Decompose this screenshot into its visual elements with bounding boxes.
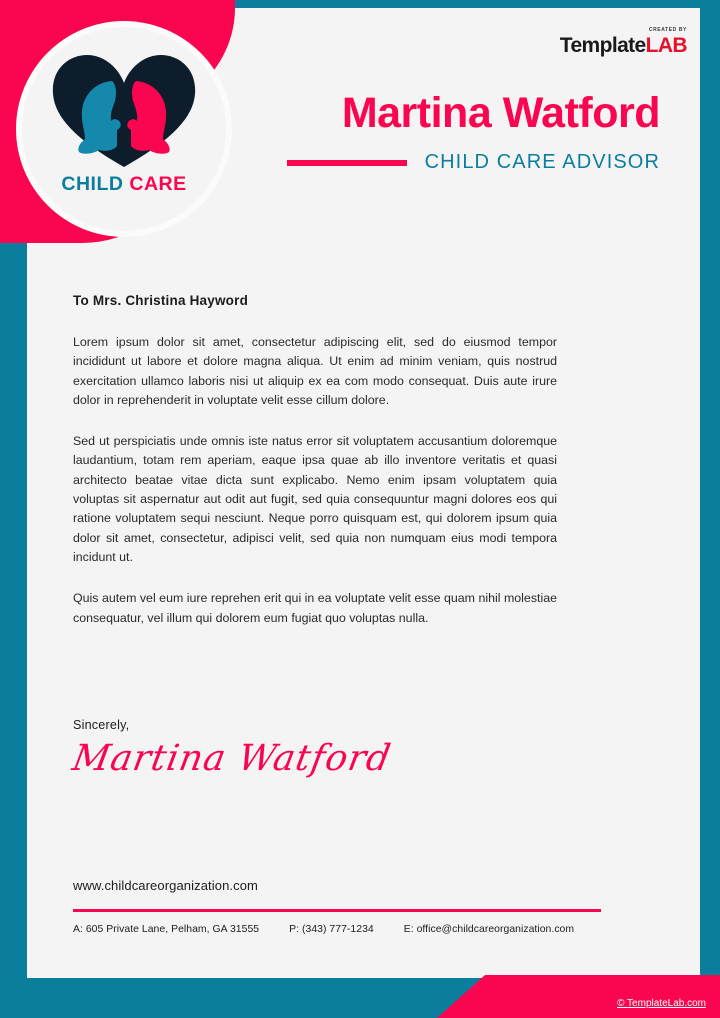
role-row [300,151,660,174]
footer-divider-rule [73,909,601,912]
templatelab-brand-stamp [560,28,687,56]
letter-paragraph: Lorem ipsum dolor sit amet, consectetur adipiscing elit, sed do eiusmod tempor incididunt ut labore et dolore magna aliqua. Ut enim ad minim veniam, quis nostrud exercitation ullamco laboris nisi ut aliquip ex ea com modo consequat. Duis aute irure dolor in reprehenderit in voluptate velit esse cillum dolore. [73,335,557,407]
templatelab-word-template: Template [559,34,646,57]
signature-block [69,718,395,779]
heart-two-faces-icon [49,51,199,169]
handwritten-signature: Martina Watford [69,738,395,779]
closing-label: Sincerely, [73,718,130,732]
contact-row [73,924,601,935]
contact-phone: P: (343) 777-1234 [289,923,374,935]
templatelab-watermark-link[interactable]: © TemplateLab.com [617,998,706,1009]
letter-paragraph: Quis autem vel eum iure reprehen erit qui in ea voluptate velit esse quam nihil molestiae consequatur, vel illum qui dolorem eum fugiat quo voluptas nulla. [73,591,557,625]
person-name: Martina Watford [341,89,660,137]
person-role: CHILD CARE ADVISOR [424,151,660,173]
contact-address: A: 605 Private Lane, Pelham, GA 31555 [73,923,260,935]
letter-footer [73,878,601,935]
logo-word-child: CHILD [61,173,124,195]
website-url[interactable]: www.childcareorganization.com [73,878,258,893]
logo-word-care: CARE [129,173,187,195]
role-divider-rule [287,160,407,166]
company-logo-badge [22,27,226,231]
pink-bar-bottom-right [485,975,720,1018]
logo-wordmark [61,173,186,196]
templatelab-word-lab: LAB [645,34,687,57]
contact-email[interactable]: E: office@childcareorganization.com [403,923,575,935]
salutation: To Mrs. Christina Hayword [73,293,249,308]
pink-wedge-bottom-right [437,975,485,1018]
templatelab-wordmark [560,35,687,56]
created-by-label: CREATED BY [648,27,687,33]
letter-paragraph: Sed ut perspiciatis unde omnis iste natus error sit voluptatem accusantium doloremque laudantium, totam rem aperiam, eaque ipsa quae ab illo inventore veritatis et quasi architecto beatae vitae dicta sunt explicabo. Nemo enim ipsam voluptatem quia voluptas sit aspernatur aut odit aut fugit, sed quia consequuntur magni dolores eos qui ratione voluptatem sequi nesciunt. Neque porro quisquam est, qui dolorem ipsum quia dolor sit amet, consectetur, adipisci velit, sed quia non numquam eius modi tempora incidunt ut. [73,434,557,564]
letterhead-header [300,89,660,174]
letter-body [73,293,557,650]
